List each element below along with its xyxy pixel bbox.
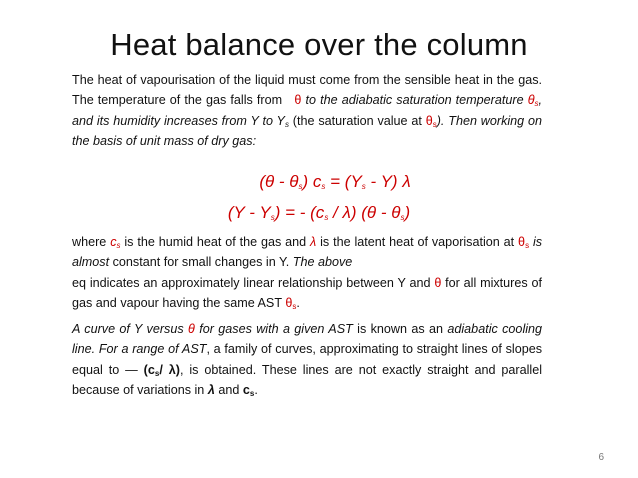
page-number: 6 (598, 452, 604, 463)
equation-heat-balance: $(\theta - \theta_s)$ $c_s = (Y_s - Y)$ λ (259, 172, 411, 191)
paragraph-adiabatic-cooling-line: A curve of Y versus θ for gases with a given AST is known as an adiabatic cooling line. For a range of AST, a family of curves, approximating to straight lines of slopes equal to — ($c_s/$ λ), is obtained. These lines are not exactly straight and parallel because of variations in λ and $c_s$. (72, 322, 543, 399)
paragraph-heat-of-vapourisation: The heat of vapourisation of the liquid must come from the sensible heat in the gas. The temperature of the gas falls from θ to the adiabatic saturation temperature $\theta_s$, and its humidity increases from Y to $Y_s$ (the saturation value at $\theta_s$). Then working on the basis of unit mass of dry gas: (72, 73, 543, 149)
equation-humidity-relation: $(Y - Y_s)$ = - $(c_s / \lambda)$ $(\theta - \theta_s)$ (227, 203, 411, 222)
paragraph-humid-heat: where $c_s$ is the humid heat of the gas and λ is the latent heat of vaporisation at $\theta_s$ is almost constant for small changes in Y. The above eq indicates an approximately linear relationship between Y and θ for all mixtures of gas and vapour having the same AST $\theta_s$. (72, 235, 543, 312)
slide-title: Heat balance over the column (110, 27, 528, 62)
